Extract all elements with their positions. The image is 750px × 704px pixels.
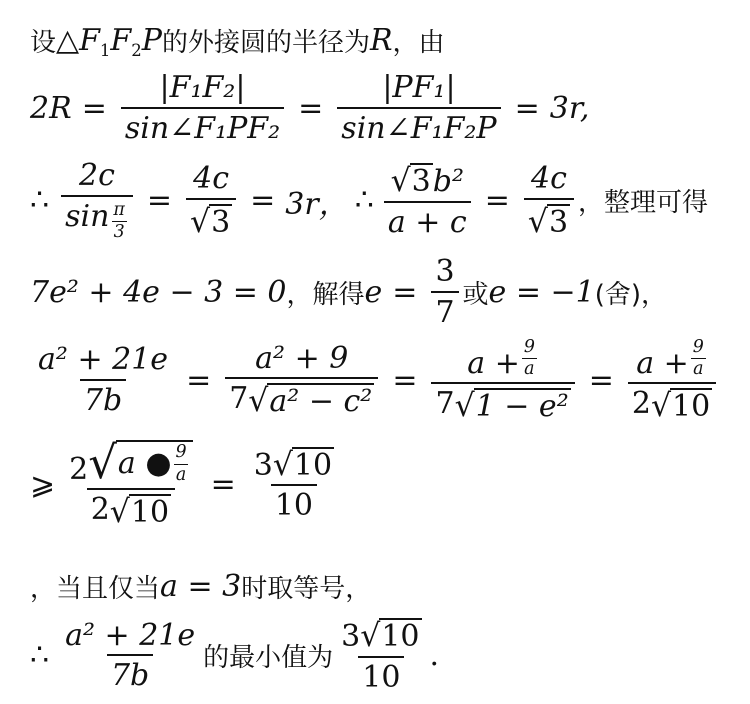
rhs-3r: 3r,: [549, 90, 590, 126]
fraction-numerator: 2c: [79, 158, 115, 193]
text-discard: (舍)，: [594, 279, 668, 310]
fraction-step-1: [225, 340, 378, 420]
conclusion-line: [30, 618, 439, 693]
fraction-denominator: [524, 198, 574, 239]
fraction-numerator: 4c: [531, 161, 567, 197]
fraction-target: [61, 617, 199, 693]
fraction-f1f2: [121, 72, 284, 144]
fraction-numerator: a² + 9: [255, 340, 349, 376]
fraction-result: [250, 447, 338, 522]
sqrt-symbol: √ 3: [527, 203, 569, 240]
lhs-2r: 2R: [30, 90, 72, 126]
fraction-numerator: 3 √ 10: [253, 446, 333, 483]
text-min-value: 的最小值为: [203, 643, 334, 673]
rejected-root: e = −1: [488, 274, 595, 310]
fraction-2c-sin: [61, 160, 133, 242]
fraction-denominator: 7: [431, 291, 458, 329]
inequality-amgm: ⩾ 2 √ a ● $\frac{9}{a}$ 2 √ 10 = 3 √ 10 10: [30, 440, 342, 529]
equals-sign: =: [81, 90, 107, 126]
fraction-denominator: [186, 198, 236, 239]
fraction-denominator: sin $\frac{\pi}{3}$: [61, 195, 133, 242]
fraction-target: [34, 344, 172, 416]
fraction-numerator: 2 √ a ● $\frac{9}{a}$: [65, 440, 196, 488]
sqrt-symbol: √ 10: [650, 388, 711, 425]
fraction-numerator: a + $\frac{9}{a}$: [467, 337, 535, 381]
radius-r: R: [369, 23, 393, 58]
therefore-symbol: ∴: [30, 638, 50, 673]
point-p: P: [141, 23, 162, 58]
fraction-numerator: 3: [435, 254, 455, 289]
text-equality: 时取等号，: [241, 574, 372, 604]
fraction-denominator: sin∠F₁PF₂: [121, 107, 284, 145]
pi-over-3: $\frac{\pi}{3}$: [113, 199, 125, 242]
point-f1: F1: [79, 23, 111, 60]
sqrt-symbol: √ a² − c²: [248, 383, 373, 420]
equation-sine-law: [30, 72, 589, 144]
fraction-pf1: [337, 72, 500, 144]
fraction-denominator: a + c: [384, 201, 471, 239]
fraction-sqrt3b2: [384, 163, 471, 238]
fraction-numerator: 3 √ 10: [341, 618, 420, 654]
statement-line-1: [30, 22, 445, 59]
sqrt-symbol: √ 10: [272, 446, 333, 483]
fraction-4c-sqrt3: [186, 163, 236, 238]
fraction-denominator: sin∠F₁F₂P: [337, 107, 500, 145]
text-circumcircle: 的外接圆的半径为: [161, 28, 370, 58]
fraction-numerator: a² + 21e: [38, 342, 169, 378]
fraction-numerator: 4c: [193, 161, 230, 197]
condition-a3: a = 3: [160, 569, 242, 604]
fraction-denominator: 2 √ 10: [87, 488, 175, 529]
var-e: e: [364, 274, 383, 310]
therefore-symbol: ∴: [30, 183, 50, 219]
fraction-numerator: a² + 21e: [65, 617, 196, 653]
triangle-symbol: △: [56, 23, 80, 58]
text-she: 设: [30, 28, 57, 58]
equation-substitution: ∴ 2c sin $\frac{\pi}{3}$ = 4c √ 3 = 3r， ∴ √ 3 b² a + c = 4c √ 3 ，整理可得: [30, 158, 709, 242]
equation-eccentricity: 7e² + 4e − 3 = 0 ，解得 e = $\frac{3}{7}$ 或 e = −1 (舍)，: [30, 254, 668, 330]
sqrt-symbol: √ 3: [390, 163, 431, 200]
rhs-3r: 3r，: [285, 186, 349, 222]
equals-sign: =: [514, 90, 540, 126]
fraction-denominator: 7b: [80, 379, 126, 417]
text-you: ，由: [392, 28, 445, 58]
fraction-denominator: 10: [271, 484, 317, 522]
fraction-amgm: [65, 436, 196, 530]
text-iff: ，当且仅当: [30, 574, 161, 604]
fraction-step-2: [431, 338, 574, 423]
sqrt-symbol: √ 10: [360, 618, 420, 654]
fraction-numerator: |PF₁|: [382, 70, 456, 105]
fraction-4c-sqrt3: [524, 163, 574, 238]
sqrt-symbol: √ a ● $\frac{9}{a}$: [88, 440, 192, 485]
fraction-numerator: |F₁F₂|: [159, 70, 246, 105]
fraction-denominator: 2 √ 10: [628, 382, 716, 423]
quadratic-equation: 7e² + 4e − 3 = 0: [30, 274, 287, 310]
fraction-3-7: [431, 256, 458, 328]
fraction-step-3: [628, 338, 716, 423]
text-solve: ，解得: [286, 279, 365, 310]
sqrt-symbol: √ 1 − e²: [454, 388, 569, 425]
equality-condition: [30, 568, 371, 605]
sqrt-symbol: √ 3: [189, 203, 231, 240]
point-f2: F2: [110, 23, 142, 60]
fraction-denominator: 10: [358, 656, 404, 694]
text-arrange: ，整理可得: [578, 188, 709, 219]
equals-sign: =: [298, 90, 324, 126]
fraction-denominator: 7b: [107, 654, 153, 692]
therefore-symbol: ∴: [354, 183, 374, 219]
fraction-min-value: [337, 618, 425, 693]
fraction-denominator: 7 √ 1 − e²: [431, 382, 574, 423]
text-or: 或: [462, 279, 489, 310]
geq-symbol: ⩾: [30, 466, 56, 502]
sqrt-symbol: √ 10: [109, 494, 170, 530]
fraction-numerator: √ 3 b²: [390, 163, 464, 200]
period: .: [429, 638, 440, 673]
fraction-numerator: a + $\frac{9}{a}$: [636, 337, 704, 381]
fraction-denominator: 7 √ a² − c²: [225, 377, 378, 418]
equation-transform: $\frac{\text{a² + 21e}}{7b}$ = a² + 9 7 √ a² − c² = a + $\frac{9}{a}$ 7 √ 1 − e² = a + $\frac{9}{a}$ 2 √ 10: [30, 338, 720, 423]
